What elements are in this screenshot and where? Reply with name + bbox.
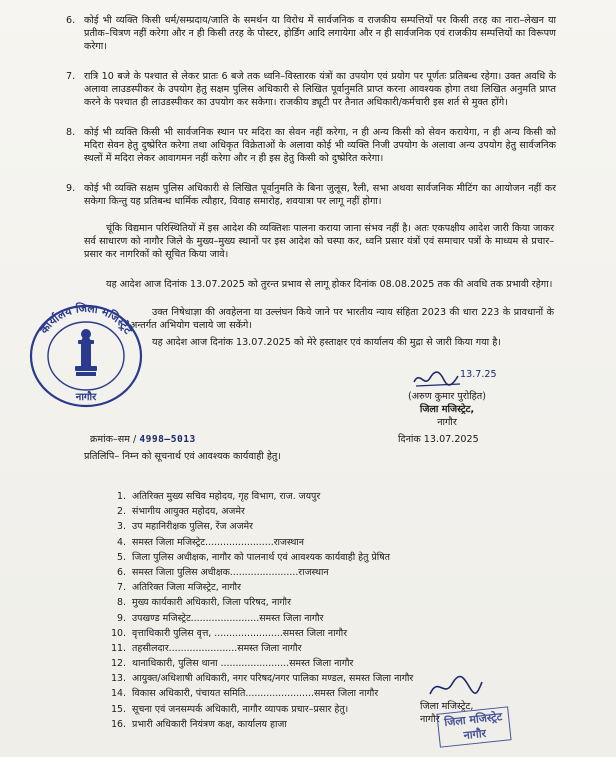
paragraph-validity (84, 278, 554, 291)
dispatch-date: दिनांक 13.07.2025 (398, 434, 479, 445)
recipient-number: 14. (111, 688, 126, 700)
recipient-text: जिला पुलिस अधीक्षक, नागौर को पालनार्थ एवं आवश्यक कार्यवाही हेतु प्रेषित (132, 551, 390, 563)
svg-text:कार्यालय जिला मजिस्ट्रेट: कार्यालय जिला मजिस्ट्रेट (37, 301, 135, 337)
recipient-number: 10. (111, 627, 126, 639)
clause-8 (66, 126, 556, 166)
recipient-number: 9. (117, 612, 126, 624)
paragraph-issued (130, 336, 554, 349)
recipient-number: 2. (117, 506, 126, 518)
paragraph-text: चूंकि विद्यमान परिस्थितियों में इस आदेश की व्यक्तिशः पालना कराया जाना संभव नहीं है। अतः एकपक्षीय आदेश जारी किया जाकर सर्व साधारण को नागौर जिले के मुख्य–मुख्य स्थानों पर इस आदेश को चस्पा कर, ध्वनि प्रसार यंत्रों एवं समाचार पत्रों के माध्यम से प्रचार–प्रसार कर नागरिकों को सूचित किया जावे। (84, 223, 554, 261)
recipient-text: उपखण्ड मजिस्ट्रेट.......................समस्त जिला नागौर (132, 612, 324, 624)
handwritten-signature-2 (424, 672, 488, 702)
paragraph-text: उक्त निषेधाज्ञा की अवहेलना या उल्लंघन किये जाने पर भारतीय न्याय संहिता 2023 की धारा 223 के प्रावधानों के अन्तर्गत अभियोग चलाये जा सकेंगे। (130, 307, 554, 332)
recipient-item (108, 535, 548, 550)
paragraph-text: यह आदेश आज दिनांक 13.07.2025 को मेरे हस्ताक्षर एवं कार्यालय की मुद्रा से जारी किया गया है। (152, 337, 501, 348)
recipient-item (108, 550, 548, 565)
signatory-designation-2: जिला मजिस्ट्रेट, (420, 701, 474, 712)
recipient-item (108, 504, 548, 519)
recipient-number: 4. (117, 536, 126, 548)
clause-9 (66, 182, 556, 208)
rubber-stamp-text: जिला मजिस्ट्रेट (443, 710, 503, 730)
recipient-number: 3. (117, 521, 126, 533)
dispatch-label: क्रमांक–सम / (90, 434, 137, 445)
designation-rubber-stamp (436, 706, 511, 747)
recipient-number: 8. (117, 597, 126, 609)
recipient-item (108, 656, 548, 671)
recipient-number: 6. (117, 566, 126, 578)
recipient-item (108, 565, 548, 580)
recipient-text: उप महानिरीक्षक पुलिस, रेंज अजमेर (132, 521, 253, 533)
clause-7 (66, 70, 556, 110)
recipient-item (108, 641, 548, 656)
recipient-number: 15. (111, 703, 126, 715)
recipient-item (108, 611, 548, 626)
signatory-name: (अरुण कुमार पुरोहित) (407, 391, 486, 402)
clause-number: 6. (66, 15, 76, 26)
clause-number: 7. (66, 71, 76, 82)
clause-number: 9. (66, 183, 76, 194)
recipient-text: समस्त जिला पुलिस अधीक्षक.......................राजस्थान (132, 566, 329, 578)
office-seal-stamp (26, 300, 146, 410)
paragraph-text: यह आदेश आज दिनांक 13.07.2025 को तुरन्त प्रभाव से लागू होकर दिनांक 08.08.2025 तक की अवधि तक प्रभावी रहेगा। (106, 279, 553, 290)
clause-text: कोई भी व्यक्ति किसी भी सार्वजनिक स्थान पर मदिरा का सेवन नहीं करेगा, न ही अन्य किसी को सेवन करायेगा, न ही अन्य किसी को मदिरा सेवन हेतु दुष्प्रेरित करेगा तथा अधिकृत विक्रेताओं के अलावा कोई भी व्यक्ति निजी उपयोग के अलावा अन्य उपयोग हेतु सार्वजनिक स्थलों में मदिरा लेकर आवागमन नहीं करेगा और न ही इस हेतु किसी को दुष्प्रेरित करेगा। (84, 127, 556, 165)
clause-text: कोई भी व्यक्ति सक्षम पुलिस अधिकारी से लिखित पूर्वानुमति के बिना जुलूस, रैली, सभा अथवा सार्वजनिक मीटिंग का आयोजन नहीं कर सकेगा किन्तु यह प्रतिबन्ध धार्मिक त्यौहार, विवाह समारोह, शवयात्रा पर लागू नहीं होगा। (84, 183, 556, 208)
recipient-number: 12. (111, 658, 126, 670)
recipient-text: आयुक्त/अधिशाषी अधिकारी, नगर परिषद/नगर पालिका मण्डल, समस्त जिला नागौर (132, 673, 414, 685)
recipient-text: मुख्य कार्यकारी अधिकारी, जिला परिषद, नागौर (132, 597, 291, 609)
recipient-text: विकास अधिकारी, पंचायत समिति.......................समस्त जिला नागौर (132, 688, 379, 700)
recipient-number: 5. (117, 551, 126, 563)
recipient-number: 11. (111, 642, 126, 654)
recipient-text: थानाधिकारी, पुलिस थाना .......................समस्त जिला नागौर (132, 658, 354, 670)
recipient-item (108, 626, 548, 641)
recipient-item (108, 519, 548, 534)
signatory-place: नागौर (437, 417, 457, 428)
recipient-text: सूचना एवं जनसम्पर्क अधिकारी, नागौर व्यापक प्रचार–प्रसार हेतु। (132, 703, 349, 715)
recipient-item (108, 580, 548, 595)
recipient-text: प्रभारी अधिकारी नियंत्रण कक्ष, कार्यालय हाजा (132, 718, 287, 730)
recipient-text: तहसीलदार.......................समस्त जिला नागौर (132, 642, 302, 654)
signatory-designation: जिला मजिस्ट्रेट, (419, 404, 475, 415)
recipient-number: 16. (111, 718, 126, 730)
clause-6 (66, 14, 556, 54)
recipient-number: 13. (111, 673, 126, 685)
clause-number: 8. (66, 127, 76, 138)
handwritten-date: 13.7.25 (460, 369, 497, 380)
recipient-text: वृत्ताधिकारी पुलिस वृत्त, .......................समस्त जिला नागौर (132, 627, 348, 639)
recipient-text: अतिरिक्त मुख्य सचिव महोदय, गृह विभाग, राज. जयपुर (132, 491, 321, 502)
recipient-text: संभागीय आयुक्त महोदय, अजमेर (132, 506, 245, 518)
svg-text:नागौर: नागौर (75, 392, 97, 403)
ashoka-emblem-icon (75, 329, 97, 376)
signatory-place-2: नागौर (420, 714, 440, 725)
paragraph-publication (84, 222, 554, 262)
clause-text: कोई भी व्यक्ति किसी धर्म/सम्प्रदाय/जाति के समर्थन या विरोध में सार्वजनिक व राजकीय सम्पत्तियों पर किसी तरह का नारा–लेखन या प्रतीक–चित्रण नहीं करेगा और न ही किसी तरह के पोस्टर, होर्डिंग आदि लगायेगा और न ही सार्वजनिक एवं राजकीय सम्पत्तियों का विरूपण करेगा। (84, 15, 556, 53)
paragraph-penalty (130, 306, 554, 332)
dispatch-number (90, 432, 196, 445)
rubber-stamp-place: नागौर (462, 726, 487, 743)
recipient-number: 1. (117, 491, 126, 502)
copy-header: प्रतिलिपि– निम्न को सूचनार्थ एवं आवश्यक कार्यवाही हेतु। (84, 451, 282, 462)
recipient-number: 7. (117, 582, 126, 594)
recipient-item (108, 595, 548, 610)
signature-block-1 (382, 368, 512, 429)
dispatch-handwritten-number: 4998–5013 (139, 434, 196, 445)
clause-text: रात्रि 10 बजे के पश्चात से लेकर प्रातः 6 बजे तक ध्वनि–विस्तारक यंत्रों का उपयोग एवं प्रयोग पर पूर्णतः प्रतिबन्ध रहेगा। उक्त अवधि के अलावा लाउडस्पीकर के उपयोग हेतु सक्षम पुलिस अधिकारी से लिखित पूर्वानुमति प्राप्त करना आवश्यक होगा तथा लिखित अनुमति प्राप्त करने के पश्चात ही लाउडस्पीकर का उपयोग कर सकेगा। राजकीय ड्यूटी पर तैनात अधिकारी/कर्मचारी इस शर्त से मुक्त होंगे। (84, 71, 556, 109)
recipient-item (108, 489, 548, 504)
recipient-text: समस्त जिला मजिस्ट्रेट.......................राजस्थान (132, 536, 304, 548)
recipient-text: अतिरिक्त जिला मजिस्ट्रेट, नागौर (132, 582, 241, 594)
